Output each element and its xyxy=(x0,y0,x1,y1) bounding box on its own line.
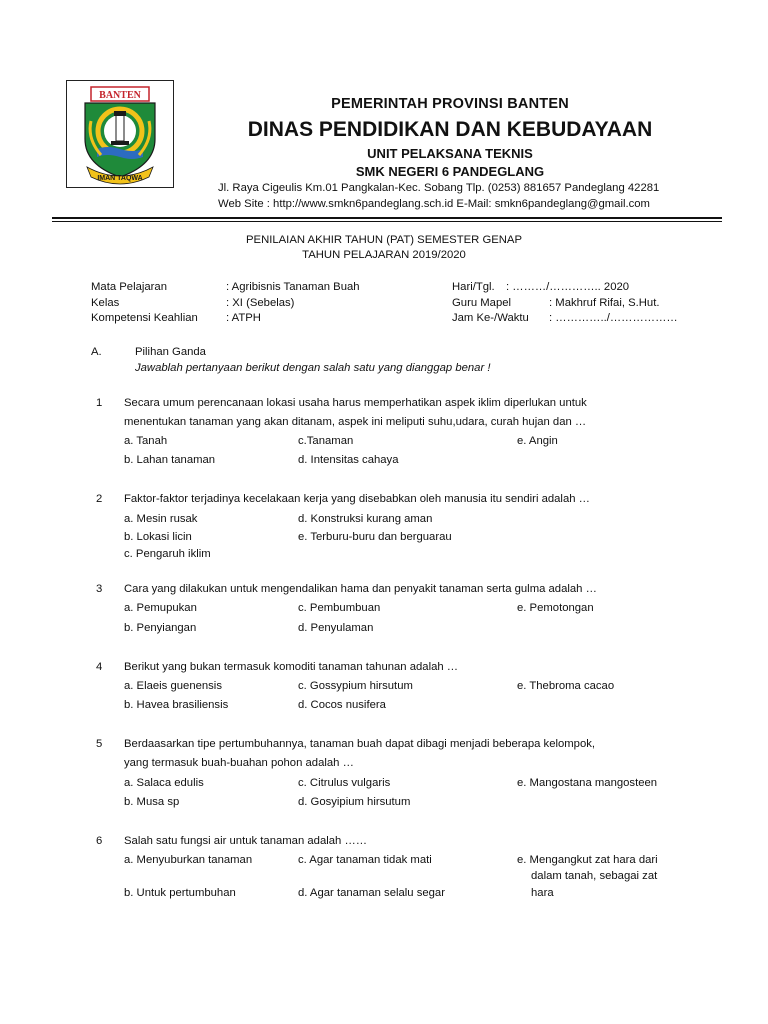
emblem-motto-text: IMAN TAQWA xyxy=(97,175,143,182)
exam-title: PENILAIAN AKHIR TAHUN (PAT) SEMESTER GENAP xyxy=(246,234,522,246)
option-a: a. Salaca edulis xyxy=(124,777,204,789)
option-b: b. Penyiangan xyxy=(124,622,197,634)
logo-frame xyxy=(66,80,174,188)
option-c: c.Tanaman xyxy=(298,435,354,447)
option-c: c. Agar tanaman tidak mati xyxy=(298,854,432,866)
question-text: Faktor-faktor terjadinya kecelakaan kerja yang disebabkan oleh manusia itu sendiri adalah … xyxy=(124,493,590,505)
option-e: e. Angin xyxy=(517,435,558,447)
info-label: Hari/Tgl. xyxy=(452,281,495,293)
question-text: Cara yang dilakukan untuk mengendalikan hama dan penyakit tanaman serta gulma adalah … xyxy=(124,583,597,595)
info-label: Jam Ke-/Waktu xyxy=(452,312,529,324)
option-d: d. Cocos nusifera xyxy=(298,699,386,711)
question-text: Berikut yang bukan termasuk komoditi tanaman tahunan adalah … xyxy=(124,661,459,673)
option-d: d. Agar tanaman selalu segar xyxy=(298,887,445,899)
info-value: : ………/………….. 2020 xyxy=(506,281,630,293)
option-e: e. Terburu-buru dan berguarau xyxy=(298,531,452,543)
question-number: 1 xyxy=(96,397,103,409)
option-a: a. Menyuburkan tanaman xyxy=(124,854,253,866)
section-instruction: Jawablah pertanyaan berikut dengan salah satu yang dianggap benar ! xyxy=(135,362,491,374)
section-title: Pilihan Ganda xyxy=(135,346,206,358)
banten-emblem-icon xyxy=(67,81,173,187)
header-school: SMK NEGERI 6 PANDEGLANG xyxy=(355,164,545,179)
question-text: Secara umum perencanaan lokasi usaha harus memperhatikan aspek iklim diperlukan untuk xyxy=(124,397,587,409)
question-number: 2 xyxy=(96,493,103,505)
option-d: d. Penyulaman xyxy=(298,622,374,634)
option-e-cont: hara xyxy=(531,887,554,899)
info-value: : …………../……………… xyxy=(549,312,678,324)
emblem-banner-text: BANTEN xyxy=(99,90,141,101)
option-e-cont: dalam tanah, sebagai zat xyxy=(531,870,658,882)
exam-year: TAHUN PELAJARAN 2019/2020 xyxy=(302,249,466,261)
option-c: c. Pengaruh iklim xyxy=(124,548,211,560)
info-label: Guru Mapel xyxy=(452,297,512,309)
header-address: Jl. Raya Cigeulis Km.01 Pangkalan-Kec. Sobang Tlp. (0253) 881657 Pandeglang 42281 xyxy=(218,182,660,194)
header-unit: UNIT PELAKSANA TEKNIS xyxy=(367,146,533,161)
question-text: Salah satu fungsi air untuk tanaman adalah …… xyxy=(124,835,368,847)
question-text: Berdaasarkan tipe pertumbuhannya, tanaman buah dapat dibagi menjadi beberapa kelompok, xyxy=(124,738,596,750)
option-b: b. Havea brasiliensis xyxy=(124,699,229,711)
option-d: d. Konstruksi kurang aman xyxy=(298,513,433,525)
question-number: 4 xyxy=(96,661,103,673)
question-number: 5 xyxy=(96,738,103,750)
option-e: e. Mengangkut zat hara dari xyxy=(517,854,658,866)
option-e: e. Thebroma cacao xyxy=(517,680,615,692)
option-a: a. Elaeis guenensis xyxy=(124,680,222,692)
option-b: b. Lokasi licin xyxy=(124,531,192,543)
option-a: a. Tanah xyxy=(124,435,168,447)
header-rule-thin xyxy=(52,221,722,222)
info-value: : ATPH xyxy=(226,312,261,324)
option-e: e. Pemotongan xyxy=(517,602,594,614)
option-a: a. Pemupukan xyxy=(124,602,197,614)
info-label: Kompetensi Keahlian xyxy=(91,312,198,324)
option-d: d. Gosyipium hirsutum xyxy=(298,796,411,808)
option-e: e. Mangostana mangosteen xyxy=(517,777,658,789)
option-d: d. Intensitas cahaya xyxy=(298,454,399,466)
option-a: a. Mesin rusak xyxy=(124,513,198,525)
header-agency: DINAS PENDIDIKAN DAN KEBUDAYAAN xyxy=(247,118,653,141)
info-label: Mata Pelajaran xyxy=(91,281,167,293)
header-rule-thick xyxy=(52,217,722,219)
question-number: 6 xyxy=(96,835,103,847)
option-b: b. Untuk pertumbuhan xyxy=(124,887,236,899)
option-b: b. Musa sp xyxy=(124,796,180,808)
option-c: c. Citrulus vulgaris xyxy=(298,777,391,789)
question-text: menentukan tanaman yang akan ditanam, aspek ini meliputi suhu,udara, curah hujan dan … xyxy=(124,416,587,428)
info-value: : Makhruf Rifai, S.Hut. xyxy=(549,297,660,309)
header-web: Web Site : http://www.smkn6pandeglang.sch.id E-Mail: smkn6pandeglang@gmail.com xyxy=(218,198,650,210)
section-letter: A. xyxy=(91,346,102,358)
info-label: Kelas xyxy=(91,297,120,309)
option-c: c. Gossypium hirsutum xyxy=(298,680,413,692)
info-value: : Agribisnis Tanaman Buah xyxy=(226,281,360,293)
info-value: : XI (Sebelas) xyxy=(226,297,295,309)
option-c: c. Pembumbuan xyxy=(298,602,381,614)
option-b: b. Lahan tanaman xyxy=(124,454,216,466)
header-province: PEMERINTAH PROVINSI BANTEN xyxy=(331,96,569,112)
question-text: yang termasuk buah-buahan pohon adalah … xyxy=(124,757,354,769)
question-number: 3 xyxy=(96,583,103,595)
